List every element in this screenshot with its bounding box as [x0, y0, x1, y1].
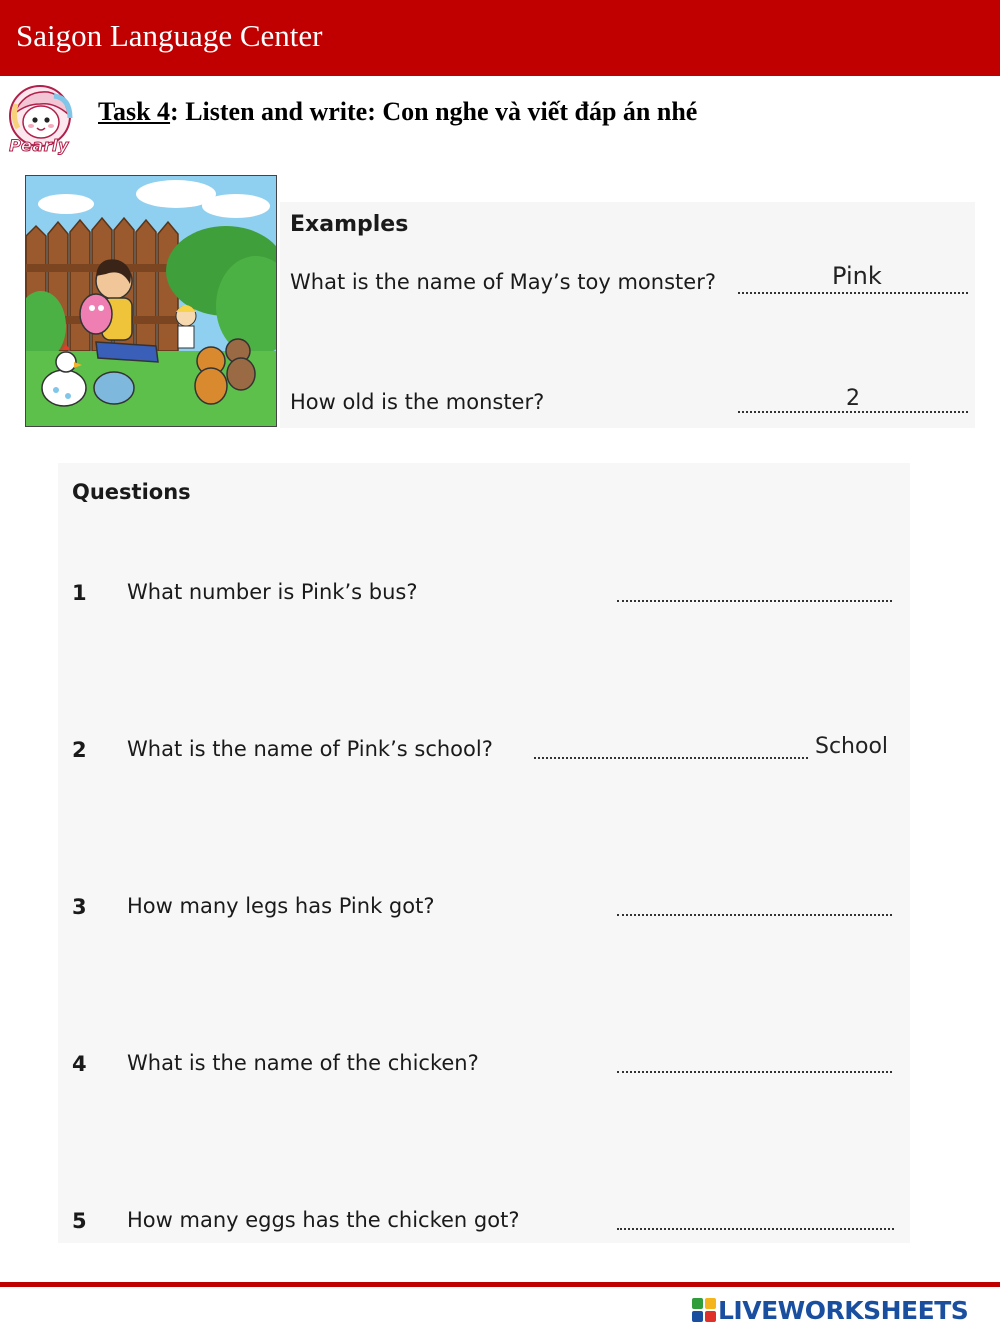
example-question-2: How old is the monster? [290, 390, 545, 414]
question-2: What is the name of Pink’s school? [127, 737, 493, 761]
answer-line-5[interactable] [617, 1228, 894, 1230]
task-instruction: : Listen and write: Con nghe và viết đáp án nhé [170, 97, 698, 126]
answer-line-4[interactable] [617, 1071, 892, 1073]
question-number-2: 2 [72, 738, 87, 762]
example-answer-2: 2 [846, 386, 860, 411]
logo-text: Pearly [9, 136, 69, 155]
footer-line [0, 1282, 1000, 1287]
question-number-3: 3 [72, 895, 87, 919]
questions-heading: Questions [72, 480, 191, 504]
question-1: What number is Pink’s bus? [127, 580, 418, 604]
question-number-5: 5 [72, 1209, 87, 1233]
question-number-1: 1 [72, 581, 87, 605]
garden-scene-image [26, 176, 276, 426]
liveworksheets-logo-icon [692, 1298, 716, 1322]
question-number-4: 4 [72, 1052, 87, 1076]
task-heading [98, 97, 697, 127]
answer-line-2[interactable] [534, 757, 808, 759]
task-label: Task 4 [98, 97, 171, 126]
answer-line-3[interactable] [617, 914, 892, 916]
header-title: Saigon Language Center [16, 18, 323, 53]
question-4: What is the name of the chicken? [127, 1051, 479, 1075]
question-3: How many legs has Pink got? [127, 894, 435, 918]
example-answer-line-1 [738, 292, 968, 294]
example-question-1: What is the name of May’s toy monster? [290, 270, 716, 294]
header-bar [0, 0, 1000, 76]
brand-text: LIVEWORKSHEETS [718, 1295, 969, 1325]
example-answer-1: Pink [832, 262, 882, 290]
answer-2: School [815, 734, 889, 759]
illustration [25, 175, 277, 427]
answer-line-1[interactable] [617, 600, 892, 602]
liveworksheets-brand[interactable] [692, 1293, 968, 1327]
example-answer-line-2 [738, 411, 968, 413]
question-5: How many eggs has the chicken got? [127, 1208, 520, 1232]
examples-heading: Examples [290, 212, 409, 237]
